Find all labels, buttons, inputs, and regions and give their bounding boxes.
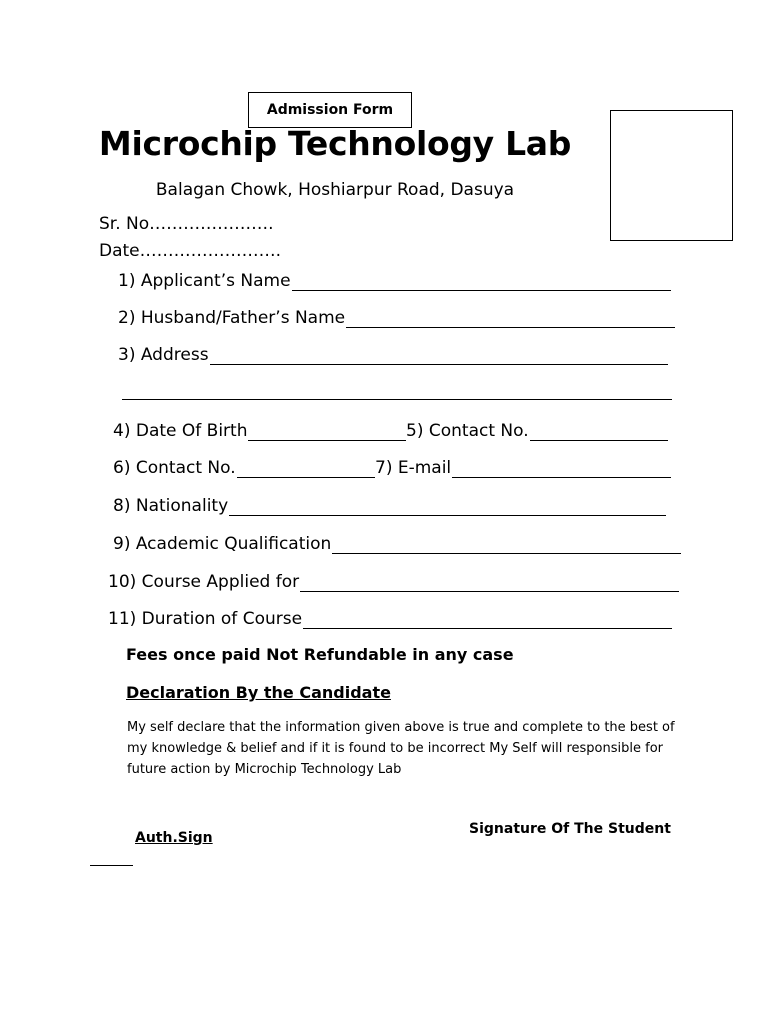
course-applied-label: 10) Course Applied for [108,572,300,592]
applicant-name-line[interactable] [292,274,671,291]
course-duration-label: 11) Duration of Course [108,609,303,629]
nationality-field[interactable] [113,494,666,516]
contact-1-line[interactable] [530,424,668,441]
photo-box [610,110,733,241]
father-name-label: 2) Husband/Father’s Name [118,308,346,328]
father-name-field[interactable] [118,306,675,328]
contact-2-label: 6) Contact No. [113,458,236,478]
contact-2-field[interactable] [113,456,375,478]
dob-label: 4) Date Of Birth [113,421,248,441]
contact-2-line[interactable] [237,461,375,478]
course-duration-field[interactable] [108,607,672,629]
email-label: 7) E-mail [375,458,452,478]
applicant-name-label: 1) Applicant’s Name [118,271,291,291]
qualification-field[interactable] [113,532,681,554]
qualification-label: 9) Academic Qualification [113,534,332,554]
address-line[interactable] [210,348,668,365]
course-duration-line[interactable] [303,612,672,629]
course-applied-line[interactable] [300,575,679,592]
nationality-line[interactable] [229,499,666,516]
dob-line[interactable] [248,424,406,441]
contact-1-label: 5) Contact No. [406,421,529,441]
admission-form-label: Admission Form [248,92,412,128]
email-field[interactable] [375,456,671,478]
applicant-name-field[interactable] [118,269,671,291]
course-applied-field[interactable] [108,570,679,592]
refund-notice: Fees once paid Not Refundable in any case [126,645,514,664]
declaration-heading: Declaration By the Candidate [126,683,391,702]
institute-address: Balagan Chowk, Hoshiarpur Road, Dasuya [155,180,515,200]
auth-signature-label: Auth.Sign [135,830,213,846]
address-line-2[interactable] [122,399,672,400]
student-signature-label: Signature Of The Student [469,821,671,837]
address-field[interactable] [118,343,668,365]
dob-field[interactable] [113,419,406,441]
declaration-text: My self declare that the information given above is true and complete to the best of my knowledge & belief and if it is found to be incorrect My Self will responsible for future action by Microchip Technology Lab [127,720,675,777]
contact-1-field[interactable] [406,419,668,441]
qualification-line[interactable] [332,537,681,554]
serial-number: Sr. No…………………. [99,214,274,234]
address-label: 3) Address [118,345,209,365]
auth-signature-line[interactable] [90,865,133,866]
email-line[interactable] [452,461,671,478]
father-name-line[interactable] [346,311,675,328]
page-title: Microchip Technology Lab [98,124,572,163]
date-field: Date……………………. [99,241,282,261]
nationality-label: 8) Nationality [113,496,229,516]
